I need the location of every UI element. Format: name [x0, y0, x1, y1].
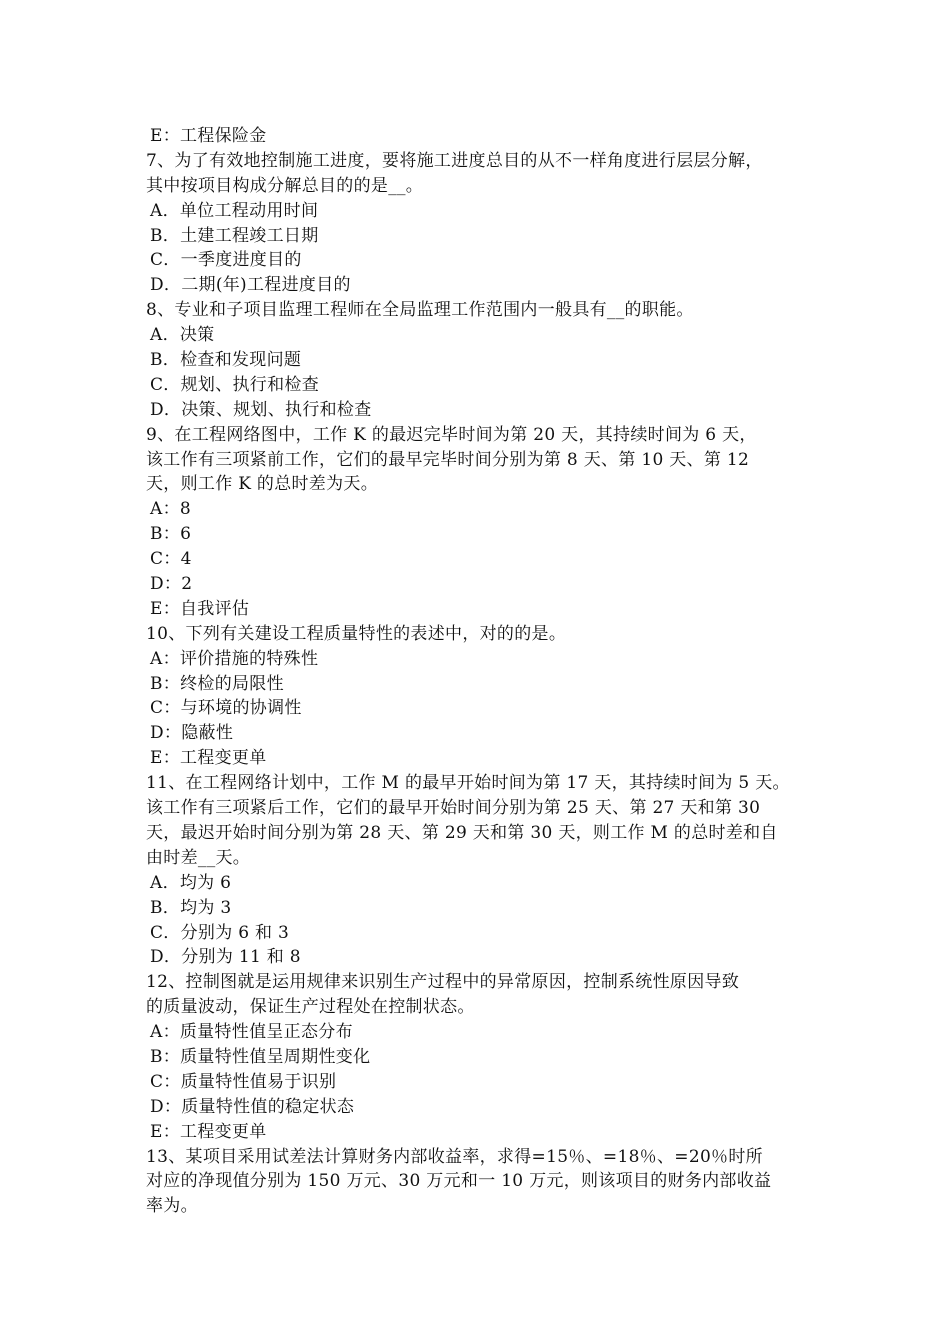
answer-option-line: E：工程变更单 — [150, 748, 267, 769]
answer-option-line: B．检查和发现问题 — [150, 350, 302, 371]
question-text-line: 天，最迟开始时间分别为第 28 天、第 29 天和第 30 天，则工作 M 的总时差和自 — [146, 822, 778, 843]
answer-option-line: A：质量特性值呈正态分布 — [150, 1022, 353, 1043]
question-text-line: 该工作有三项紧后工作，它们的最早开始时间分别为第 25 天、第 27 天和第 30 — [146, 798, 761, 819]
answer-option-line: C：4 — [150, 549, 192, 570]
question-text-line: 的质量波动，保证生产过程处在控制状态。 — [146, 997, 475, 1018]
answer-option-line: D．二期(年)工程进度目的 — [150, 275, 351, 296]
answer-option-line: A．均为 6 — [150, 872, 232, 893]
question-text-line: 11、在工程网络计划中，工作 M 的最早开始时间为第 17 天，其持续时间为 5 天。 — [146, 773, 790, 794]
answer-option-line: D．决策、规划、执行和检查 — [150, 399, 372, 420]
question-text-line: 率为。 — [146, 1196, 198, 1217]
answer-option-line: C．一季度进度目的 — [150, 250, 302, 271]
answer-option-line: E：工程保险金 — [150, 126, 267, 146]
question-text-line: 天，则工作 K 的总时差为天。 — [146, 474, 379, 495]
document-body — [146, 124, 816, 1219]
answer-option-line: A．决策 — [150, 325, 215, 346]
question-text-line: 该工作有三项紧前工作，它们的最早完毕时间分别为第 8 天、第 10 天、第 12 — [146, 449, 750, 470]
answer-option-line: B：终检的局限性 — [150, 673, 284, 694]
answer-option-line: C．规划、执行和检查 — [150, 374, 320, 395]
answer-option-line: A：评价措施的特殊性 — [150, 648, 319, 669]
answer-option-line: A：8 — [150, 499, 191, 520]
answer-option-line: A．单位工程动用时间 — [150, 200, 319, 221]
question-text-line: 8、专业和子项目监理工程师在全局监理工作范围内一般具有__的职能。 — [146, 300, 694, 321]
answer-option-line: C：质量特性值易于识别 — [150, 1071, 337, 1092]
answer-option-line: B．土建工程竣工日期 — [150, 225, 319, 246]
question-text-line: 由时差__天。 — [146, 847, 251, 868]
question-text-line: 12、控制图就是运用规律来识别生产过程中的异常原因，控制系统性原因导致 — [146, 972, 740, 993]
answer-option-line: D：2 — [150, 574, 193, 595]
answer-option-line: D：隐蔽性 — [150, 723, 234, 744]
question-text-line: 10、下列有关建设工程质量特性的表述中，对的的是。 — [146, 623, 567, 644]
question-text-line: 对应的净现值分别为 150 万元、30 万元和一 10 万元，则该项目的财务内部收益 — [146, 1171, 772, 1192]
answer-option-line: B．均为 3 — [150, 897, 232, 918]
answer-option-line: B：质量特性值呈周期性变化 — [150, 1046, 371, 1067]
answer-option-line: E：工程变更单 — [150, 1121, 267, 1142]
answer-option-line: C：与环境的协调性 — [150, 698, 302, 719]
question-text-line: 其中按项目构成分解总目的的是__。 — [146, 175, 424, 196]
answer-option-line: D．分别为 11 和 8 — [150, 947, 301, 968]
answer-option-line: E：自我评估 — [150, 598, 250, 619]
question-text-line: 13、某项目采用试差法计算财务内部收益率，求得=15％、=18％、=20％时所 — [146, 1146, 763, 1167]
answer-option-line: C．分别为 6 和 3 — [150, 922, 290, 943]
answer-option-line: B：6 — [150, 524, 192, 545]
answer-option-line: D：质量特性值的稳定状态 — [150, 1096, 355, 1117]
question-text-line: 7、为了有效地控制施工进度，要将施工进度总目的从不一样角度进行层层分解， — [146, 150, 763, 171]
question-text-line: 9、在工程网络图中，工作 K 的最迟完毕时间为第 20 天，其持续时间为 6 天， — [146, 424, 757, 445]
